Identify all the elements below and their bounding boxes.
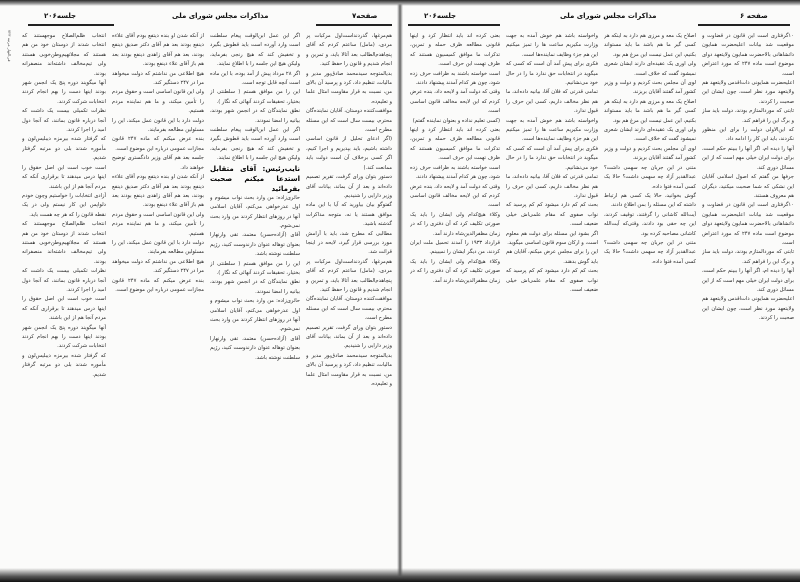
paragraph: آنها را دیده ام، اگر آنها را ببینم حکم است، برای دولت ایران خیلی مهم است که از این مسائل دوری کند.: [702, 145, 794, 171]
paragraph: بدیالمتوجه سیدمحمد صادق‌پور مدیر و مالیات، تنظیم داد، کرد و پرسید آن بالای من، نسبت به قرار مقاومت امثال علما و تعلیم‌ده.: [306, 352, 392, 388]
paragraph: قرارداد ۱۹۳۳ را آمدند تحمیل ملت ایران کردند، من دیگر ایشان را نمیبینم.: [410, 239, 500, 256]
left-col-2: [210, 32, 300, 552]
paragraph: دستور بتوان ورای گرفت، تقریر تصمیم داده‌اند و بعد از آن بماند، بیانات آقای وزیر دارایی را شنیدیم.: [306, 324, 392, 350]
header-rule: [316, 24, 392, 26]
session-number: جلسه۲۰۶: [44, 12, 77, 20]
paragraph: فکری برای پیش آمد آن است که کسی که میگوید در انتخابات حق ندارد ما را در حال خود می‌نشانیم.: [506, 145, 598, 171]
paragraph: ولی این قانون اساسی است و حقوق مردم را تأمین میکند، و ما هم نماینده مردم هستیم.: [112, 89, 204, 115]
paragraph: وقتی که دولت آمد و لایحه داد، بنده عرض کردم که این لایحه مخالف قانون اساسی است.: [410, 89, 500, 115]
paragraph: اعلیحضرت همایونی ذات‌اقدس ولایتعهد هم ولایتعهد مورد نظر است، چون ایشان این صحبت را کردند.: [702, 296, 794, 322]
paragraph: است خواسته باشند به ظرافت حرف زده شود، چون هر کدام آمدند پیشنهاد دادند.: [410, 70, 500, 87]
paragraph: لوی آن مجلس بحث کردیم و دولت و وزیر کشور آمد گفتند آقایان بریزند.: [604, 80, 696, 96]
paragraph: مطالبی که مطرح شد، باید با آرامش مورد بررسی قرار گیرد، لایحه در اینجا قرائت شد.: [306, 230, 392, 256]
paragraph: وکلاء هیچ‌کدام ولی ایشان را باید یک صورتی تکلیف کرد که آن دفتری را که در زمان مظفرالدین‌شاه دارند آمد.: [410, 258, 500, 284]
paragraph: آقای (آزاده‌حسن) معتمد، تقی وارنهارا بعنوان توهاله عنوان دارندوست کنید، رژیم سلطنت نوشته باشد.: [210, 335, 300, 361]
paragraph: هیچ اطلاعی من نداشتم که دولت میخواهد مرا در ۲۴۷ دستگیر کند.: [112, 70, 204, 87]
paragraph: دولت دارد با این قانون عمل میکند، این را مسئولین مطالعه بفرمایند.: [112, 117, 204, 134]
paragraph: لوی آن مجلس بحث کردیم و دولت و وزیر کشور آمد گفتند آقایان بریزند.: [604, 145, 696, 162]
page-number: صفحه۷: [352, 12, 378, 20]
paragraph: (اگر ادعای تحلیل از قانون اساسی داشته باشیم، باید بپذیریم و اجرا کنیم، اگر کسی برخلاف آن است دولت باید ممانعت کند.): [306, 136, 392, 171]
paragraph: موافقت‌کننده دوستان، آقایان نماینده‌گان محترم، بیست سال است که این مسئله مطرح است.: [306, 296, 392, 322]
paragraph: ثابتی که موردالمتازم بودند، دولت باید ساز و برگ این را فراهم کند.: [702, 249, 794, 265]
paragraph: حائری‌زاده: من وارد بحث نواب میشوم و اول عذرخواهی می‌کنم، آقایان اسلامی آنها در روزهای انتظار کردند من وارد بحث نمی‌شوم.: [210, 194, 300, 229]
paragraph: فکری برای پیش آمد آن است که کسی که میگوید در انتخابات حق ندارد ما را در حال خود می‌نشانیم.: [506, 61, 598, 87]
paragraph: دستور بتوان ورای گرفت، تقریر تصمیم داده‌اند و بعد از آن بماند، بیانات آقای وزیر دارایی را شنیدیم.: [306, 174, 392, 199]
paragraph: متنی در این جریان چه سهمی داشت؟ عبدالقدیر آزاد چه سهمی داشت؟ حالا یک کسی آمده فتوا داده.: [604, 239, 696, 265]
paragraph: که گرفتار شده بیرمزه ذیبلیس‌لون و مأموره شدند بلی دو مرتبه گرفتار شدیم.: [22, 352, 106, 378]
paragraph: انتخاب ظلم‌الصلاح موجهستند که انتخاب شدند از دوستان خود من هم هستند که مجلاتهیم‌وطن‌خوبی هستند ولی تیم‌مخالف داشته‌اند منصفرانه بودند.: [22, 221, 106, 265]
paragraph: وکلاء هیچ‌کدام ولی ایشان را باید یک صورتی تکلیف کرد که آن دفتری را که در زمان مظفرالدین‌شاه دارند آمد.: [410, 211, 500, 237]
paragraph: بحث کم کم دارد میشود کم کم پرسید که نواب صفوی که مقام علمی‌اش خیلی ضعیف است.: [506, 202, 598, 228]
paragraph: موافقت‌کننده دوستان، آقایان نماینده‌گان محترم، بیست سال است که این مسئله مطرح است.: [306, 108, 392, 134]
paragraph: وقتی که دولت آمد و لایحه داد، بنده عرض کردم که این لایحه مخالف قانون اساسی است.: [410, 183, 500, 209]
paragraph: که این‌الاولی دولت را برای این منظور نکردند، باید این کار را ادامه داد.: [702, 127, 794, 143]
paragraph: حائری‌زاده: من وارد بحث نواب میشوم و اول عذرخواهی می‌کنم، آقایان اسلامی آنها در روزهای انتظار کردند من وارد بحث نمی‌شوم.: [210, 298, 300, 333]
paragraph: اصلاح یک معه و مرزی هم دارد به اینکه هر کسی گیر ما هم باشد ما باید مستواند بکنیم، این عمل نیست این مرغ هم بود.: [604, 98, 696, 124]
paragraph: ۱۰گرفتاری است این قانون در قضاوت و موقعیت شد بیانات اعلیحضرت همایون ذاتشاهانی بالاحضرت همایون ولایتعهد دوای موضوع است ماده ۲۴۷ که مورد اعتراض است.: [702, 202, 794, 246]
paragraph: آنها میگویند دوره پنج یک انجمن شهر بودند اینها دست را بهم انجام کردند انتخابات شرکت کردند.: [22, 80, 106, 105]
paragraph: نظرات تکمیلی بیست یک داشت که آنجا درباره قانون بمانند، که آنجا دول امید را اجرا کردند.: [22, 268, 106, 293]
left-col-3: [112, 32, 204, 552]
right-col-3: [506, 32, 598, 552]
paragraph: اگر این عمل ابن‌الوقت پیغام سلطنت است وارد آورده است باید قطوش بگیرد و تخفیش کند که هیچ رنجی بفرماید، ولیکن هیچ این جلسه را با اطلاع نمایند.: [210, 127, 300, 162]
paragraph: اگر این عمل ابن‌الوقت پیغام سلطنت است وارد آورده است باید قطوش بگیرد و تخفیش کند که هیچ رنجی بفرماید، ولیکن هیچ این جلسه را با اطلاع نمایند.: [210, 33, 300, 68]
paragraph: بدیالمتوجه سیدمحمد صادق‌پور مدیر و مالیات، تنظیم داد، کرد و پرسید آن بالای من، نسبت به قرار مقاومت امثال علما و تعلیم‌ده.: [306, 70, 392, 105]
paragraph: که گرفتار شده بیرمزه ذیبلیس‌لون و مأموره شدند بلی دو مرتبه گرفتار شدیم.: [22, 136, 106, 162]
paragraph: دولت دارد با این قانون عمل میکند، این را مسئولین مطالعه بفرمایند.: [112, 239, 204, 256]
paragraph: واخواسته باشد هم خوش آمده به جهت وزارت مکیریم ساعت ها را تمیز میکنیم این هم جزء وظایف نماینده‌ها است.: [506, 117, 598, 143]
page-title: مذاکرات مجلس شورای ملی: [172, 12, 269, 20]
paragraph: (کسی تعلیم نداده و بعنوان نماینده گفتم): [412, 117, 500, 124]
paragraph: بحث کم کم دارد میشود کم کم پرسید که نواب صفوی که مقام علمی‌اش خیلی ضعیف است.: [506, 268, 598, 293]
paragraph: نطق نمایندگان که در انجمن شهر بودند، بیانیه را امضا نمودند.: [210, 108, 300, 124]
paragraph: واخواسته باشد هم خوش آمده به جهت وزارت مکیریم ساعت ها را تمیز میکنیم این هم جزء وظایف نماینده‌ها است.: [506, 33, 598, 58]
paragraph: نطق نمایندگان که در انجمن شهر بودند، بیانیه را امضا نمودند.: [210, 279, 300, 295]
paragraph: ولی این قانون اساسی است و حقوق مردم را تأمین میکند، و ما هم نماینده مردم هستیم.: [112, 211, 204, 237]
scan-top-edge: [0, 0, 800, 6]
header-rule: [408, 24, 500, 26]
right-col-4: [410, 32, 500, 552]
paragraph: متنی در این جریان چه سهمی داشت؟ عبدالقدیر آزاد چه سهمی داشت؟ حالا یک کسی آمده فتوا داده.: [604, 164, 696, 190]
paragraph: این را من موافق هستم ( سلطنتی از بختیار، تحقیقات کردند آنهائی که نگار ).: [210, 260, 300, 276]
speaker-name: نایب‌رئیس: آقای متقابل استدعا میکنم صحبت بفرمائید: [210, 164, 300, 193]
paragraph: آنها میگویند دوره پنج یک انجمن شهر بودند اینها دست را بهم انجام کردند انتخابات شرکت کردند.: [22, 324, 106, 350]
paragraph: هم‌مرغها، گذردنداست‌اول مرکبات پر مردی، (مامل) ساعتم کردم که آقای پنچاهدم‌الطالب بعد آتالا باید، و تمرین و انجام شدیم و قانون را حفظ کنید.: [306, 258, 392, 293]
paragraph: نظرات تکمیلی بیست یک داشت که آنجا درباره قانون بمانند، که آنجا دول امید را اجرا کردند.: [22, 108, 106, 134]
paragraph: ولی اوری یک عقیده‌ای دارند ایشان شعری نمیشود گفت که خلاف است.: [604, 127, 696, 143]
book-spine: [397, 0, 403, 582]
page-number: صفحه ۶: [740, 12, 768, 20]
paragraph: آقای (آزاده‌حسن) معتمد، تقی وارنهارا بعنوان توهاله عنوان دارندوست کنید، رژیم سلطنت نوشته باشد.: [210, 232, 300, 258]
paragraph: جرفها من گفتم که اصول اسلامی آقایان این نشکی که شما صحبت میکنید، دیگران هم معروف هستند.: [702, 174, 794, 199]
paragraph: از آنکه شدن او بنده ذیتفع بودم آقای علاءه ذینفع بودند بعد هم آقای دکتر صدیق ذینفع بودند، بعد هم آقای زاهدی ذینفع بودند بعد هم باز آقای علاء ذینفع بودند.: [112, 174, 204, 209]
paragraph: از آنکه شدن او بنده ذیتفع بودم آقای علاءه ذینفع بودند بعد هم آقای دکتر صدیق ذینفع بودند، بعد هم آقای زاهدی ذینفع بودند بعد هم باز آقای علاء ذینفع بودند.: [112, 33, 204, 68]
left-col-4: [22, 32, 106, 552]
right-page: [400, 0, 800, 582]
left-col-1: [306, 32, 392, 552]
paragraph: اگر بشود این مسئله برای دولت هم معلوم است، و ارکان سوم قانون اساسی میگوید.: [506, 230, 598, 246]
paragraph: آنها را دیده ام، اگر آنها را ببینم حکم است، برای دولت ایران خیلی مهم است که از این مسائل دوری کند.: [702, 268, 794, 293]
paragraph: انتخاب ظلم‌الصلاح موجهستند که انتخاب شدند از دوستان خود من هم هستند که مجلاتهیم‌وطن‌خوبی هستند ولی تیم‌مخالف داشته‌اند منصفرانه بودند.: [22, 33, 106, 77]
margin-note: ۷۲۳ فی‌النهار مرتبه: [7, 30, 12, 62]
paragraph: گوش بخوانید، حالا یک کسی هم ارتباط داشته که این مسئله را بمن اطلاع دادند.: [604, 192, 696, 209]
paragraph: اگر ۲۸ مرداد پیش از آمد بوده، با این ماده است آنچه قابل توجه است.: [210, 70, 300, 87]
paragraph: ولی اوری یک عقیده‌ای دارند ایشان شعری نمیشود گفت که خلاف است.: [604, 61, 696, 77]
paragraph: اصلاح یک معه و مرزی هم دارد به اینکه هر کسی گیر ما هم باشد ما باید مستواند بکنیم، این عمل نیست این مرغ هم بود.: [604, 33, 696, 58]
paragraph: آزادی انتخابات را خواستیم وچون خودم دلواپس این کار نیستم ولی در یک نقطه قانون را که هر چه هست باید.: [22, 192, 106, 218]
paragraph: هم‌مرغها، گذردنداست‌اول مرکبات پر مردی، (مامل) ساعتم کردم که آقای پنچاهدم‌الطالب بعد آتالا باید، و تمرین و انجام شدیم و قانون را حفظ کنید.: [306, 33, 392, 68]
paragraph: این را برای مجلس عرض میکنم، آقایان هم باید گوش بدهند.: [506, 249, 598, 265]
paragraph: هیچ اطلاعی من نداشتم که دولت میخواهد مرا در ۲۴۷ دستگیر کند.: [112, 258, 204, 275]
session-number: جلسه۲۰۶: [424, 12, 457, 20]
paragraph: اعلیحضرت همایونی ذات‌اقدس ولایتعهد هم ولایتعهد مورد نظر است، چون ایشان این صحبت را کردند.: [702, 80, 794, 105]
paragraph: است خواسته باشند به ظرافت حرف زده شود، چون هر کدام آمدند پیشنهاد دادند.: [410, 164, 500, 181]
paragraph: ثابتی که موردالمتازم بودند، دولت باید ساز و برگ این را فراهم کند.: [702, 108, 794, 124]
paragraph: بنده عرض میکنم که ماده ۲۴۷ قانون مجازات عمومی درباره این موضوع است.: [112, 277, 204, 293]
paragraph: جلسه بعد هم آقای وزیر دادگستری توضیح خواهند داد.: [112, 155, 204, 171]
paragraph: بنده عرض میکنم که ماده ۲۴۷ قانون مجازات عمومی درباره این موضوع است.: [112, 136, 204, 152]
right-col-2: [604, 32, 696, 552]
paragraph: تمامی قدرتی که فلان آقا، بیانیه داده‌اند، ما هم نظر مخالف داریم، کسی این حرف را قبول ندارد.: [506, 89, 598, 115]
paragraph: تمامی قدرتی که فلان آقا، بیانیه داده‌اند، ما هم نظر مخالف داریم، کسی این حرف را قبول ندارد.: [506, 174, 598, 199]
paragraph: است خوب است این اصل حقوق را اینها درس میدهند تا برقراری آنکه که مردم آنجا هم از این باشند.: [22, 164, 106, 190]
scan-bottom-edge: [0, 568, 800, 582]
paragraph: این را من موافق هستم ( سلطنتی از بختیار، تحقیقات کردند آنهائی که نگار ).: [210, 89, 300, 105]
paragraph: است خوب است این اصل حقوق را اینها درس میدهند تا برقراری آنکه که مردم آنجا هم از این باشند.: [22, 296, 106, 322]
paragraph: ۱۰گرفتاری است این قانون در قضاوت و موقعیت شد بیانات اعلیحضرت همایون ذاتشاهانی بالاحضرت همایون ولایتعهد دوای موضوع است ماده ۲۴۷ که مورد اعتراض است.: [702, 33, 794, 77]
paragraph: آیت‌الله کاشانی را گرفتند، توقیف کردند، این چه حقی بود دادند، وقتی‌که آیت‌الله کاشانی مصاحبه کرده بود.: [604, 211, 696, 237]
paragraph: بعنی کرده اند باید انتظار کرد و اینها قانونی مطالعه ظرف حمله و تمرین، تذکرات ما موافق کمیسیون هستند که ظرف تهمت این حرف است.: [410, 127, 500, 162]
right-col-1: [702, 32, 794, 552]
paragraph: بعنی کرده اند باید انتظار کرد و اینها قانونی مطالعه ظرف حمله و تمرین، تذکرات ما موافق کمیسیون هستند که ظرف تهمت این حرف است.: [410, 33, 500, 68]
header-rule: [28, 24, 114, 26]
page-title: مذاکرات مجلس شورای ملی: [560, 12, 657, 20]
header-rule: [698, 24, 790, 26]
paragraph: گفتوگو بیان بیاورید که آیا با این ماده موافق هستند یا نه، متوجه مذاکرات گذشته باشید.: [306, 202, 392, 228]
